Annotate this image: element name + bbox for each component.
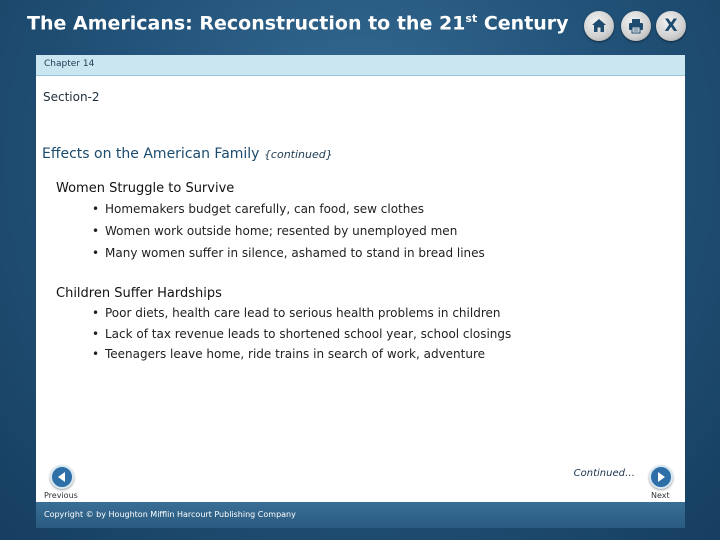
bullet-list-children xyxy=(92,306,511,368)
close-icon: X xyxy=(664,16,678,36)
list-item: • Poor diets, health care lead to serious health problems in children xyxy=(92,306,511,327)
chapter-label: Chapter 14 xyxy=(44,59,95,69)
title-superscript: st xyxy=(465,12,478,25)
list-item: • Homemakers budget carefully, can food, sew clothes xyxy=(92,202,485,224)
arrow-right-icon xyxy=(655,471,667,483)
title-prefix: The Americans: Reconstruction to the 21 xyxy=(27,12,466,35)
copyright-text: Copyright © by Houghton Mifflin Harcourt Publishing Company xyxy=(44,510,296,519)
presentation-title xyxy=(27,12,569,34)
list-item: • Lack of tax revenue leads to shortened school year, school closings xyxy=(92,327,511,348)
heading-continued-note: {continued} xyxy=(263,148,333,161)
list-item: • Teenagers leave home, ride trains in search of work, adventure xyxy=(92,347,511,368)
title-suffix: Century xyxy=(477,12,569,35)
next-button[interactable] xyxy=(649,465,673,489)
heading-text: Effects on the American Family xyxy=(42,146,260,162)
print-icon xyxy=(627,17,645,35)
print-button[interactable] xyxy=(621,11,651,41)
footer-bar xyxy=(36,502,685,528)
section-label: Section-2 xyxy=(43,90,100,104)
list-item: • Women work outside home; resented by unemployed men xyxy=(92,224,485,246)
continued-label: Continued… xyxy=(573,468,635,479)
previous-label[interactable]: Previous xyxy=(44,491,78,500)
next-label[interactable]: Next xyxy=(651,491,670,500)
exit-button[interactable] xyxy=(656,11,686,41)
slide-content xyxy=(36,76,685,502)
home-icon xyxy=(590,17,608,35)
slide-heading xyxy=(42,146,333,162)
chapter-bar xyxy=(36,55,685,76)
bullet-list-women xyxy=(92,202,485,268)
home-button[interactable] xyxy=(584,11,614,41)
group-title-children: Children Suffer Hardships xyxy=(56,286,222,301)
previous-button[interactable] xyxy=(50,465,74,489)
list-item: • Many women suffer in silence, ashamed to stand in bread lines xyxy=(92,246,485,268)
arrow-left-icon xyxy=(56,471,68,483)
group-title-women: Women Struggle to Survive xyxy=(56,181,235,196)
